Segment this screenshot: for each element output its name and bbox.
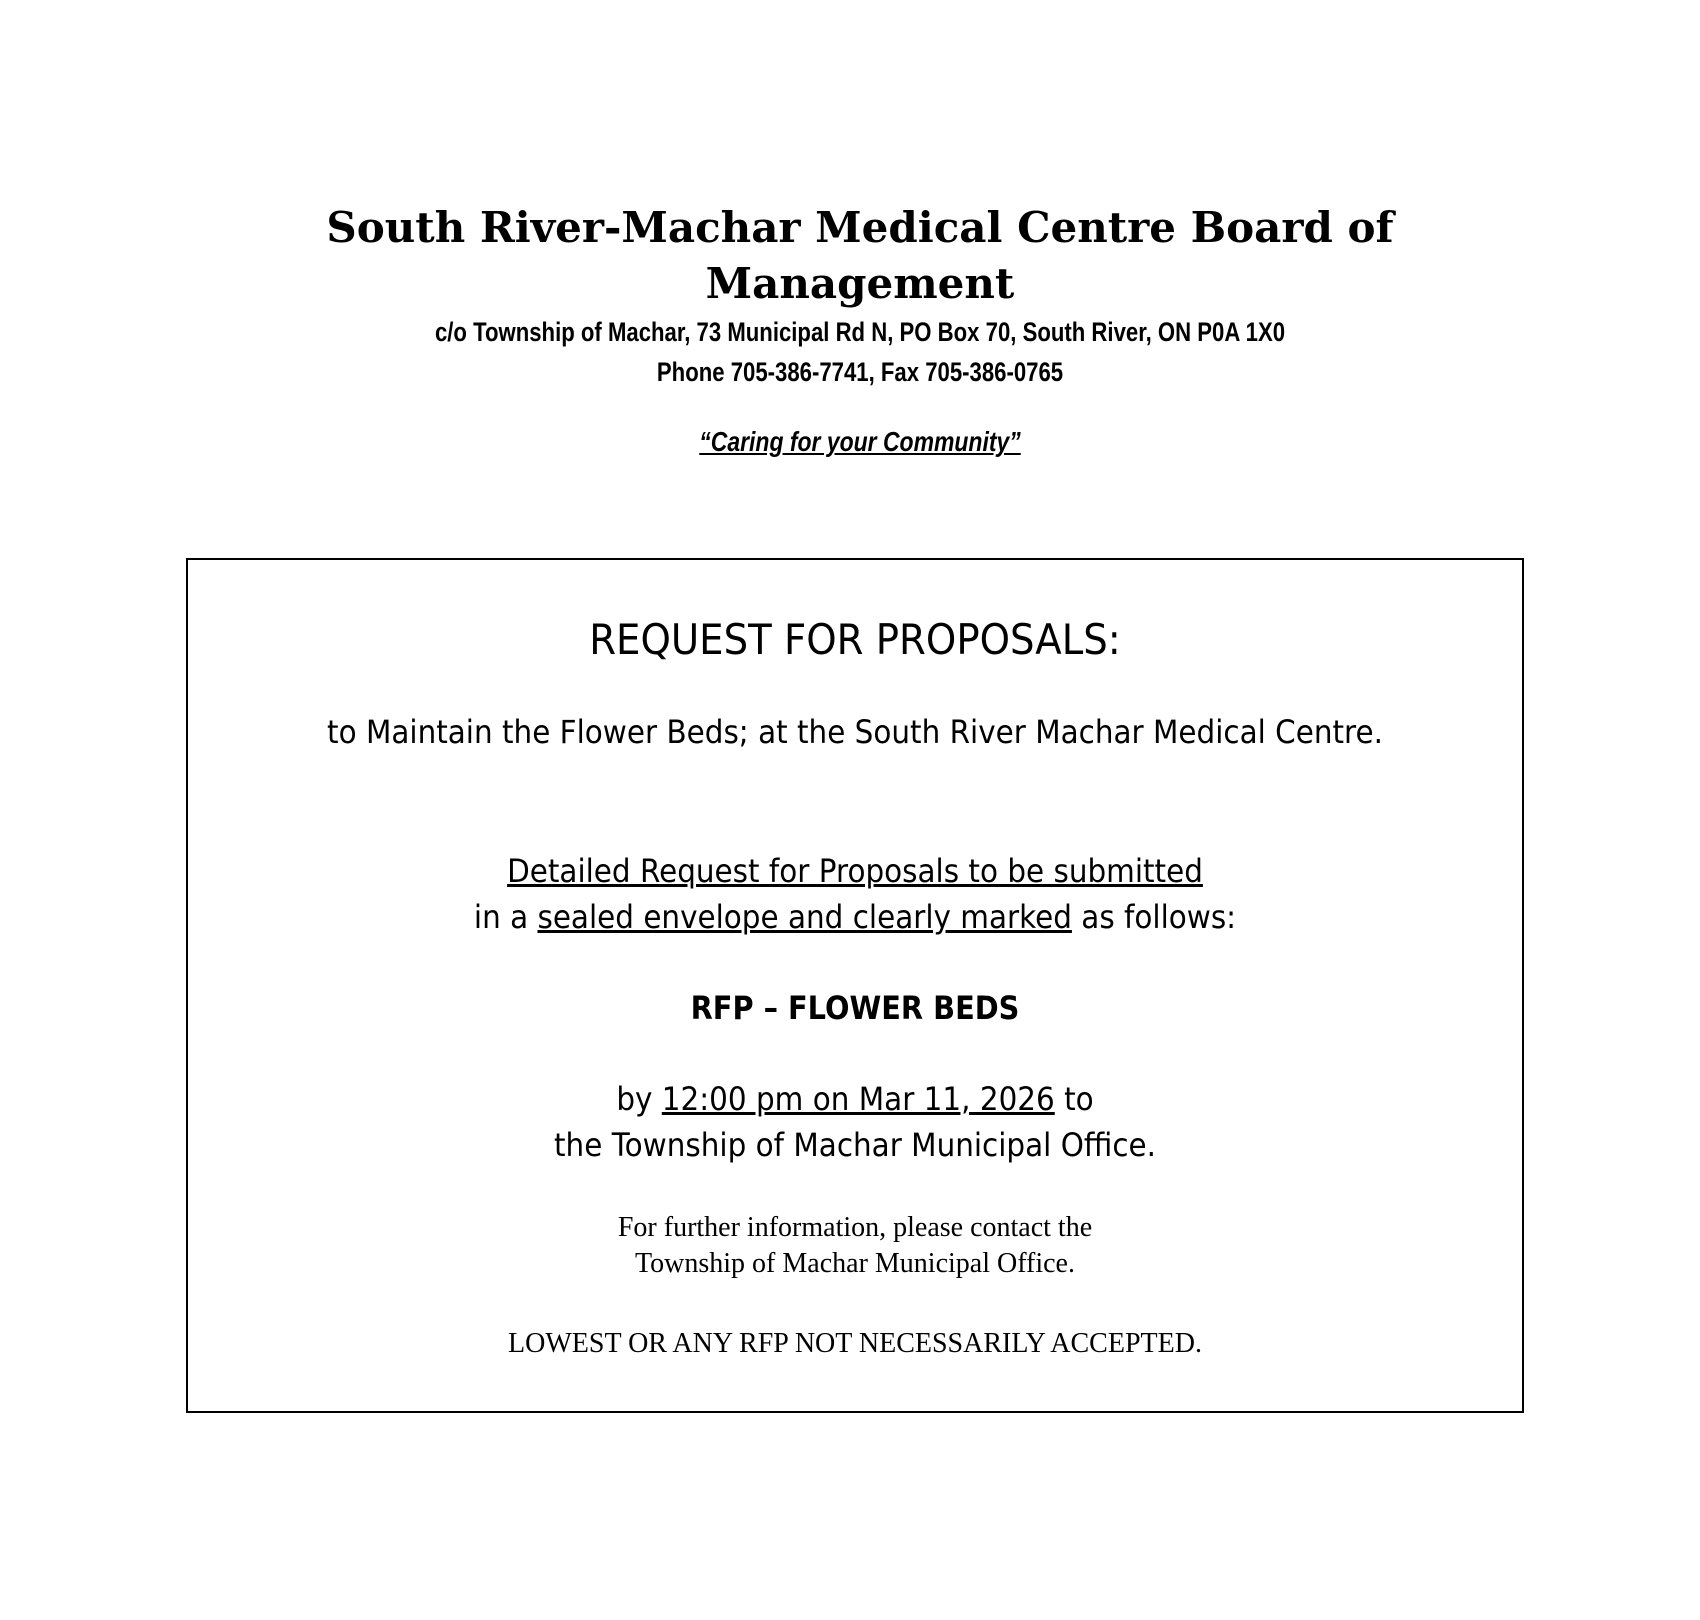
- contact-info-line-2: Township of Machar Municipal Office.: [635, 1248, 1075, 1279]
- motto: “Caring for your Community”: [699, 426, 1021, 457]
- instruction-line-2: [241, 894, 1468, 940]
- deadline-line-1: [241, 1076, 1468, 1122]
- contact-info: [188, 1210, 1522, 1282]
- instruction-line-2-prefix: in a: [473, 898, 538, 936]
- contact-info-line-1: For further information, please contact the: [617, 1212, 1093, 1243]
- deadline-location: the Township of Machar Municipal Office.: [554, 1126, 1156, 1164]
- address-line: c/o Township of Machar, 73 Municipal Rd N, PO Box 70, South River, ON P0A 1X0: [434, 317, 1286, 347]
- organization-title-line-1: South River-Machar Medical Centre Board of: [326, 203, 1394, 252]
- phone-fax-line: Phone 705-386-7741, Fax 705-386-0765: [656, 357, 1064, 387]
- organization-title-line-2: Management: [705, 259, 1015, 308]
- deadline-datetime: 12:00 pm on Mar 11, 2026: [661, 1080, 1055, 1118]
- instruction-line-1: Detailed Request for Proposals to be submitted: [507, 852, 1203, 890]
- notice-title: REQUEST FOR PROPOSALS:: [589, 615, 1121, 664]
- rfp-notice-box: [186, 558, 1524, 1413]
- instruction-line-2-underlined: sealed envelope and clearly marked: [537, 898, 1072, 936]
- organization-title: [0, 200, 1700, 312]
- deadline-suffix: to: [1054, 1080, 1094, 1118]
- deadline-prefix: by: [616, 1080, 662, 1118]
- deadline: [241, 1076, 1468, 1168]
- envelope-marking: RFP – FLOWER BEDS: [690, 989, 1020, 1027]
- submission-instructions: [241, 848, 1468, 940]
- instruction-line-2-suffix: as follows:: [1071, 898, 1237, 936]
- letterhead: [0, 200, 1700, 462]
- acceptance-disclaimer: LOWEST OR ANY RFP NOT NECESSARILY ACCEPTED.: [508, 1328, 1202, 1359]
- notice-purpose: to Maintain the Flower Beds; at the South River Machar Medical Centre.: [327, 713, 1383, 751]
